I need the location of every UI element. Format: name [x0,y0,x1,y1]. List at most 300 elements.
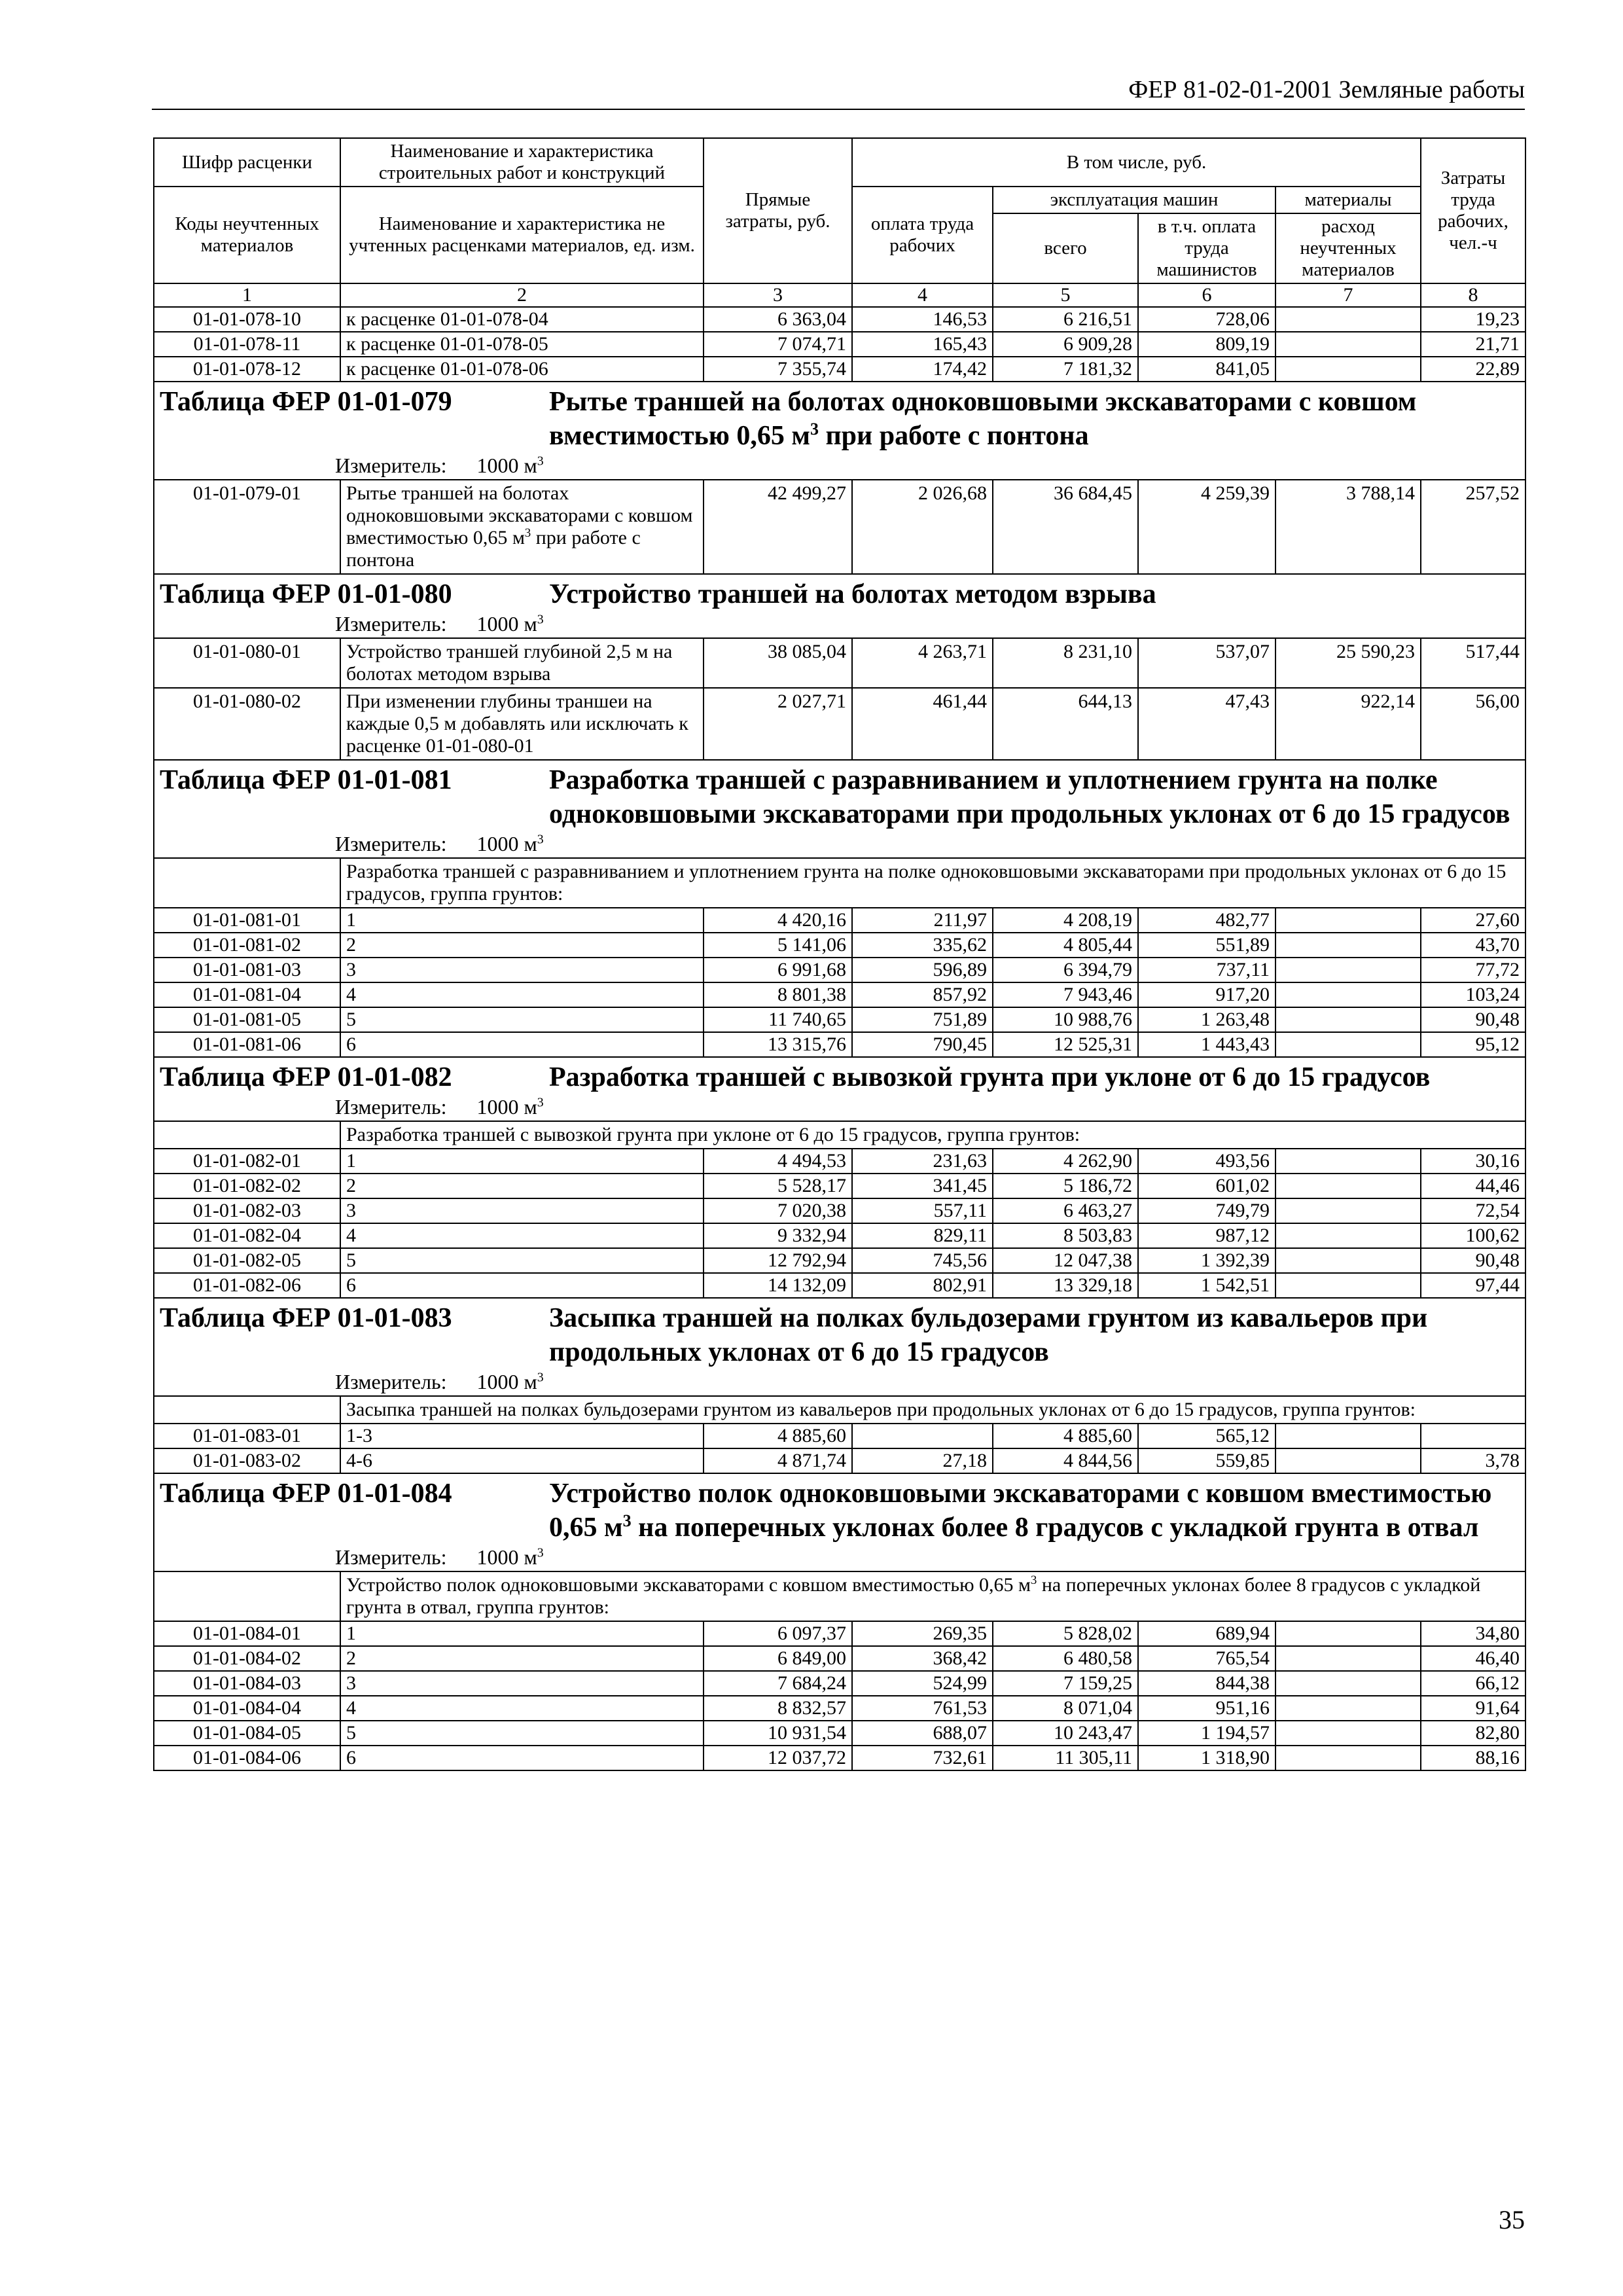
header-name: Наименование и характеристика строительных работ и конструкций [340,138,704,187]
direct-cost: 4 885,60 [704,1424,852,1448]
rate-row [154,933,1525,958]
machine-cost: 4 844,56 [993,1448,1138,1473]
rate-code: 01-01-084-01 [154,1621,340,1646]
rate-code: 01-01-082-01 [154,1149,340,1174]
section-heading [154,760,1525,858]
machine-cost: 7 159,25 [993,1671,1138,1696]
worker-wage: 596,89 [852,958,993,982]
direct-cost: 38 085,04 [704,638,852,688]
rate-name: 1 [340,1149,704,1174]
labor-hours: 90,48 [1421,1007,1525,1032]
worker-wage: 761,53 [852,1696,993,1721]
unit-label: Измеритель: [335,612,447,636]
rate-code: 01-01-082-02 [154,1174,340,1198]
section-title-line [160,1301,1520,1369]
group-description-row [154,1571,1525,1621]
material-cost: 3 788,14 [1275,480,1421,574]
rate-code: 01-01-080-01 [154,638,340,688]
worker-wage: 732,61 [852,1746,993,1770]
worker-wage: 269,35 [852,1621,993,1646]
worker-wage: 802,91 [852,1273,993,1298]
rate-row [154,1721,1525,1746]
labor-hours: 82,80 [1421,1721,1525,1746]
table-title: Разработка траншей с вывозкой грунта при уклоне от 6 до 15 градусов [549,1062,1431,1092]
labor-hours: 72,54 [1421,1198,1525,1223]
machine-cost: 7 181,32 [993,357,1138,382]
direct-cost: 11 740,65 [704,1007,852,1032]
driver-wage: 1 194,57 [1138,1721,1275,1746]
rate-code: 01-01-084-03 [154,1671,340,1696]
machine-cost: 6 909,28 [993,332,1138,357]
rate-code: 01-01-079-01 [154,480,340,574]
rate-name: При изменении глубины траншеи на каждые 0,5 м добавлять или исключать к расценке 01-01-080-01 [340,688,704,760]
machine-cost: 7 943,46 [993,982,1138,1007]
worker-wage: 790,45 [852,1032,993,1057]
labor-hours: 46,40 [1421,1646,1525,1671]
section-heading-row [154,574,1525,638]
rate-code: 01-01-081-06 [154,1032,340,1057]
rate-name: 3 [340,958,704,982]
rate-row [154,1424,1525,1448]
rate-row [154,480,1525,574]
direct-cost: 12 792,94 [704,1248,852,1273]
header-unaccounted-name: Наименование и характеристика не учтенных расценками материалов, ед. изм. [340,187,704,283]
labor-hours: 43,70 [1421,933,1525,958]
machine-cost: 5 186,72 [993,1174,1138,1198]
machine-cost: 10 988,76 [993,1007,1138,1032]
column-number: 1 [154,283,340,307]
labor-hours: 103,24 [1421,982,1525,1007]
worker-wage: 557,11 [852,1198,993,1223]
rate-code: 01-01-083-02 [154,1448,340,1473]
section-heading-row [154,1057,1525,1121]
rate-name: 2 [340,1174,704,1198]
section-heading [154,1473,1525,1571]
rate-name: 6 [340,1273,704,1298]
header-code: Шифр расценки [154,138,340,187]
driver-wage: 689,94 [1138,1621,1275,1646]
direct-cost: 6 363,04 [704,307,852,332]
unit-value: 1000 $м^3$ [476,1545,544,1569]
worker-wage: 688,07 [852,1721,993,1746]
direct-cost: 13 315,76 [704,1032,852,1057]
table-code: Таблица ФЕР 01-01-082 [160,1062,452,1092]
driver-wage: 493,56 [1138,1149,1275,1174]
worker-wage: 829,11 [852,1223,993,1248]
material-cost [1275,1721,1421,1746]
column-number: 8 [1421,283,1525,307]
rate-name: к расценке 01-01-078-06 [340,357,704,382]
rate-row [154,1248,1525,1273]
worker-wage: 341,45 [852,1174,993,1198]
page-number: 35 [1499,2205,1525,2234]
rate-name: 4 [340,982,704,1007]
machine-cost: 8 071,04 [993,1696,1138,1721]
header-total: всего [993,213,1138,283]
rate-code: 01-01-078-11 [154,332,340,357]
material-cost [1275,1696,1421,1721]
material-cost [1275,1149,1421,1174]
material-cost [1275,982,1421,1007]
rate-row [154,307,1525,332]
direct-cost: 42 499,27 [704,480,852,574]
empty-cell [154,858,340,908]
header-materials: материалы [1275,187,1421,213]
driver-wage: 749,79 [1138,1198,1275,1223]
labor-hours: 34,80 [1421,1621,1525,1646]
direct-cost: 4 494,53 [704,1149,852,1174]
labor-hours: 517,44 [1421,638,1525,688]
table-title: Рытье траншей на болотах одноковшовыми экскаваторами с ковшом вместимостью 0,65 $м^3$ при работе с понтона [549,387,1417,451]
rate-name: Рытье траншей на болотах одноковшовыми экскаваторами с ковшом вместимостью 0,65 $м^3$ при работе с понтона [340,480,704,574]
machine-cost: 6 216,51 [993,307,1138,332]
material-cost [1275,933,1421,958]
material-cost [1275,1174,1421,1198]
direct-cost: 5 528,17 [704,1174,852,1198]
labor-hours: 257,52 [1421,480,1525,574]
table-title: Засыпка траншей на полках бульдозерами грунтом из кавальеров при продольных уклонах от 6 до 15 градусов [549,1303,1428,1367]
rate-row [154,1007,1525,1032]
group-description-row [154,858,1525,908]
driver-wage: 559,85 [1138,1448,1275,1473]
driver-wage: 917,20 [1138,982,1275,1007]
unit-value: 1000 $м^3$ [476,832,544,855]
section-title-line [160,1477,1520,1545]
material-cost [1275,1646,1421,1671]
worker-wage: 461,44 [852,688,993,760]
rate-row [154,1223,1525,1248]
group-description: Засыпка траншей на полках бульдозерами грунтом из кавальеров при продольных уклонах от 6 до 15 градусов, группа грунтов: [340,1396,1525,1424]
rate-row [154,1149,1525,1174]
direct-cost: 6 097,37 [704,1621,852,1646]
unit-line [160,1094,1520,1119]
machine-cost: 4 262,90 [993,1149,1138,1174]
direct-cost: 10 931,54 [704,1721,852,1746]
driver-wage: 1 392,39 [1138,1248,1275,1273]
machine-cost: 36 684,45 [993,480,1138,574]
rate-row [154,958,1525,982]
material-cost [1275,1671,1421,1696]
material-cost [1275,1198,1421,1223]
rate-code: 01-01-082-03 [154,1198,340,1223]
direct-cost: 7 020,38 [704,1198,852,1223]
section-title-line [160,763,1520,831]
labor-hours: 97,44 [1421,1273,1525,1298]
rate-row [154,357,1525,382]
driver-wage: 601,02 [1138,1174,1275,1198]
column-number: 5 [993,283,1138,307]
worker-wage: 27,18 [852,1448,993,1473]
rate-code: 01-01-078-12 [154,357,340,382]
material-cost [1275,908,1421,933]
labor-hours: 56,00 [1421,688,1525,760]
driver-wage: 765,54 [1138,1646,1275,1671]
rate-code: 01-01-081-02 [154,933,340,958]
machine-cost: 8 503,83 [993,1223,1138,1248]
rate-code: 01-01-084-05 [154,1721,340,1746]
group-description: Разработка траншей с вывозкой грунта при уклоне от 6 до 15 градусов, группа грунтов: [340,1121,1525,1149]
rate-row [154,908,1525,933]
table-code: Таблица ФЕР 01-01-080 [160,579,452,609]
table-title: Разработка траншей с разравниванием и уплотнением грунта на полке одноковшовыми экскаваторами при продольных уклонах от 6 до 15 градусов [549,765,1510,829]
material-cost [1275,1448,1421,1473]
material-cost [1275,307,1421,332]
worker-wage: 146,53 [852,307,993,332]
table-body [154,138,1525,1770]
labor-hours: 27,60 [1421,908,1525,933]
unit-line [160,1369,1520,1394]
rate-code: 01-01-082-05 [154,1248,340,1273]
rate-name: 1 [340,908,704,933]
section-heading [154,382,1525,480]
direct-cost: 4 420,16 [704,908,852,933]
machine-cost: 5 828,02 [993,1621,1138,1646]
rate-row [154,1273,1525,1298]
header-labor: Затраты труда рабочих, чел.-ч [1421,138,1525,283]
material-cost: 25 590,23 [1275,638,1421,688]
column-number: 3 [704,283,852,307]
driver-wage: 1 443,43 [1138,1032,1275,1057]
direct-cost: 7 074,71 [704,332,852,357]
direct-cost: 8 832,57 [704,1696,852,1721]
unit-value: 1000 $м^3$ [476,454,544,477]
material-cost [1275,357,1421,382]
labor-hours: 44,46 [1421,1174,1525,1198]
machine-cost: 12 525,31 [993,1032,1138,1057]
rate-row [154,638,1525,688]
material-cost [1275,1032,1421,1057]
section-heading [154,1298,1525,1396]
column-number: 2 [340,283,704,307]
group-description: Разработка траншей с разравниванием и уплотнением грунта на полке одноковшовыми экскаваторами при продольных уклонах от 6 до 15 градусов, группа грунтов: [340,858,1525,908]
material-cost [1275,1273,1421,1298]
group-description-row [154,1396,1525,1424]
rate-row [154,688,1525,760]
section-heading [154,574,1525,638]
material-cost [1275,332,1421,357]
price-table [153,137,1526,1771]
driver-wage: 482,77 [1138,908,1275,933]
direct-cost: 6 849,00 [704,1646,852,1671]
machine-cost: 644,13 [993,688,1138,760]
material-cost [1275,1248,1421,1273]
rate-name: к расценке 01-01-078-04 [340,307,704,332]
machine-cost: 4 208,19 [993,908,1138,933]
unit-value: 1000 $м^3$ [476,1095,544,1119]
header-machines: эксплуатация машин [993,187,1275,213]
machine-cost: 4 885,60 [993,1424,1138,1448]
rate-code: 01-01-084-02 [154,1646,340,1671]
column-numbers-row [154,283,1525,307]
labor-hours: 22,89 [1421,357,1525,382]
machine-cost: 6 480,58 [993,1646,1138,1671]
material-cost [1275,1424,1421,1448]
worker-wage: 174,42 [852,357,993,382]
driver-wage: 728,06 [1138,307,1275,332]
driver-wage: 987,12 [1138,1223,1275,1248]
rate-row [154,1198,1525,1223]
labor-hours [1421,1424,1525,1448]
direct-cost: 7 355,74 [704,357,852,382]
unit-line [160,453,1520,478]
direct-cost: 8 801,38 [704,982,852,1007]
rate-name: 2 [340,933,704,958]
rate-name: 5 [340,1721,704,1746]
driver-wage: 47,43 [1138,688,1275,760]
unit-label: Измеритель: [335,454,447,477]
column-number: 7 [1275,283,1421,307]
rate-code: 01-01-084-06 [154,1746,340,1770]
header-row-1 [154,138,1525,187]
worker-wage: 368,42 [852,1646,993,1671]
rate-name: 6 [340,1746,704,1770]
rate-code: 01-01-081-03 [154,958,340,982]
rate-row [154,332,1525,357]
direct-cost: 2 027,71 [704,688,852,760]
rate-name: 4 [340,1696,704,1721]
driver-wage: 841,05 [1138,357,1275,382]
material-cost [1275,1223,1421,1248]
column-number: 4 [852,283,993,307]
material-cost [1275,1746,1421,1770]
rate-name: 5 [340,1007,704,1032]
rate-row [154,1746,1525,1770]
section-heading [154,1057,1525,1121]
unit-line [160,831,1520,856]
rate-row [154,1448,1525,1473]
rate-row [154,1621,1525,1646]
rate-name: 4-6 [340,1448,704,1473]
driver-wage: 809,19 [1138,332,1275,357]
machine-cost: 6 463,27 [993,1198,1138,1223]
rate-code: 01-01-082-04 [154,1223,340,1248]
direct-cost: 7 684,24 [704,1671,852,1696]
machine-cost: 4 805,44 [993,933,1138,958]
rate-code: 01-01-083-01 [154,1424,340,1448]
material-cost [1275,1007,1421,1032]
unit-line [160,611,1520,636]
section-title-line [160,385,1520,453]
labor-hours: 30,16 [1421,1149,1525,1174]
material-cost: 922,14 [1275,688,1421,760]
driver-wage: 737,11 [1138,958,1275,982]
worker-wage: 211,97 [852,908,993,933]
machine-cost: 10 243,47 [993,1721,1138,1746]
worker-wage: 335,62 [852,933,993,958]
machine-cost: 13 329,18 [993,1273,1138,1298]
material-cost [1275,1621,1421,1646]
rate-name: 4 [340,1223,704,1248]
rate-name: 3 [340,1198,704,1223]
labor-hours: 91,64 [1421,1696,1525,1721]
labor-hours: 19,23 [1421,307,1525,332]
rate-name: 1-3 [340,1424,704,1448]
driver-wage: 565,12 [1138,1424,1275,1448]
rate-code: 01-01-080-02 [154,688,340,760]
rate-name: к расценке 01-01-078-05 [340,332,704,357]
section-title-line [160,1060,1520,1094]
section-heading-row [154,1473,1525,1571]
table-title: Устройство траншей на болотах методом взрыва [549,579,1156,609]
rate-code: 01-01-082-06 [154,1273,340,1298]
unit-label: Измеритель: [335,1545,447,1569]
machine-cost: 8 231,10 [993,638,1138,688]
section-heading-row [154,382,1525,480]
driver-wage: 551,89 [1138,933,1275,958]
running-header: ФЕР 81-02-01-2001 Земляные работы [152,73,1525,110]
rate-row [154,1671,1525,1696]
driver-wage: 4 259,39 [1138,480,1275,574]
header-unaccounted-codes: Коды неучтенных материалов [154,187,340,283]
rate-code: 01-01-084-04 [154,1696,340,1721]
labor-hours: 95,12 [1421,1032,1525,1057]
direct-cost: 6 991,68 [704,958,852,982]
rate-code: 01-01-081-05 [154,1007,340,1032]
rate-code: 01-01-078-10 [154,307,340,332]
rate-name: Устройство траншей глубиной 2,5 м на болотах методом взрыва [340,638,704,688]
rate-row [154,1174,1525,1198]
section-heading-row [154,760,1525,858]
rate-name: 1 [340,1621,704,1646]
labor-hours: 77,72 [1421,958,1525,982]
group-description: Устройство полок одноковшовыми экскаваторами с ковшом вместимостью 0,65 $м^3$ на поперечных уклонах более 8 градусов с укладкой грунта в отвал, группа грунтов: [340,1571,1525,1621]
driver-wage: 1 263,48 [1138,1007,1275,1032]
rate-name: 5 [340,1248,704,1273]
unit-label: Измеритель: [335,1370,447,1393]
labor-hours: 100,62 [1421,1223,1525,1248]
worker-wage: 231,63 [852,1149,993,1174]
section-heading-row [154,1298,1525,1396]
driver-wage: 951,16 [1138,1696,1275,1721]
empty-cell [154,1121,340,1149]
labor-hours: 90,48 [1421,1248,1525,1273]
machine-cost: 6 394,79 [993,958,1138,982]
worker-wage: 2 026,68 [852,480,993,574]
header-incl: В том числе, руб. [852,138,1421,187]
worker-wage: 751,89 [852,1007,993,1032]
direct-cost: 14 132,09 [704,1273,852,1298]
direct-cost: 9 332,94 [704,1223,852,1248]
table-code: Таблица ФЕР 01-01-079 [160,387,452,417]
direct-cost: 4 871,74 [704,1448,852,1473]
rate-row [154,1646,1525,1671]
rate-name: 3 [340,1671,704,1696]
header-wage: оплата труда рабочих [852,187,993,283]
worker-wage [852,1424,993,1448]
machine-cost: 11 305,11 [993,1746,1138,1770]
worker-wage: 4 263,71 [852,638,993,688]
empty-cell [154,1396,340,1424]
labor-hours: 88,16 [1421,1746,1525,1770]
rate-row [154,982,1525,1007]
rate-code: 01-01-081-04 [154,982,340,1007]
worker-wage: 524,99 [852,1671,993,1696]
table-code: Таблица ФЕР 01-01-084 [160,1479,452,1509]
empty-cell [154,1571,340,1621]
driver-wage: 844,38 [1138,1671,1275,1696]
rate-row [154,1032,1525,1057]
driver-wage: 537,07 [1138,638,1275,688]
section-title-line [160,577,1520,611]
unit-label: Измеритель: [335,1095,447,1119]
unit-value: 1000 $м^3$ [476,612,544,636]
table-code: Таблица ФЕР 01-01-081 [160,765,452,795]
rate-row [154,1696,1525,1721]
material-cost [1275,958,1421,982]
rate-name: 6 [340,1032,704,1057]
driver-wage: 1 542,51 [1138,1273,1275,1298]
header-unaccounted-use: расход неучтенных материалов [1275,213,1421,283]
